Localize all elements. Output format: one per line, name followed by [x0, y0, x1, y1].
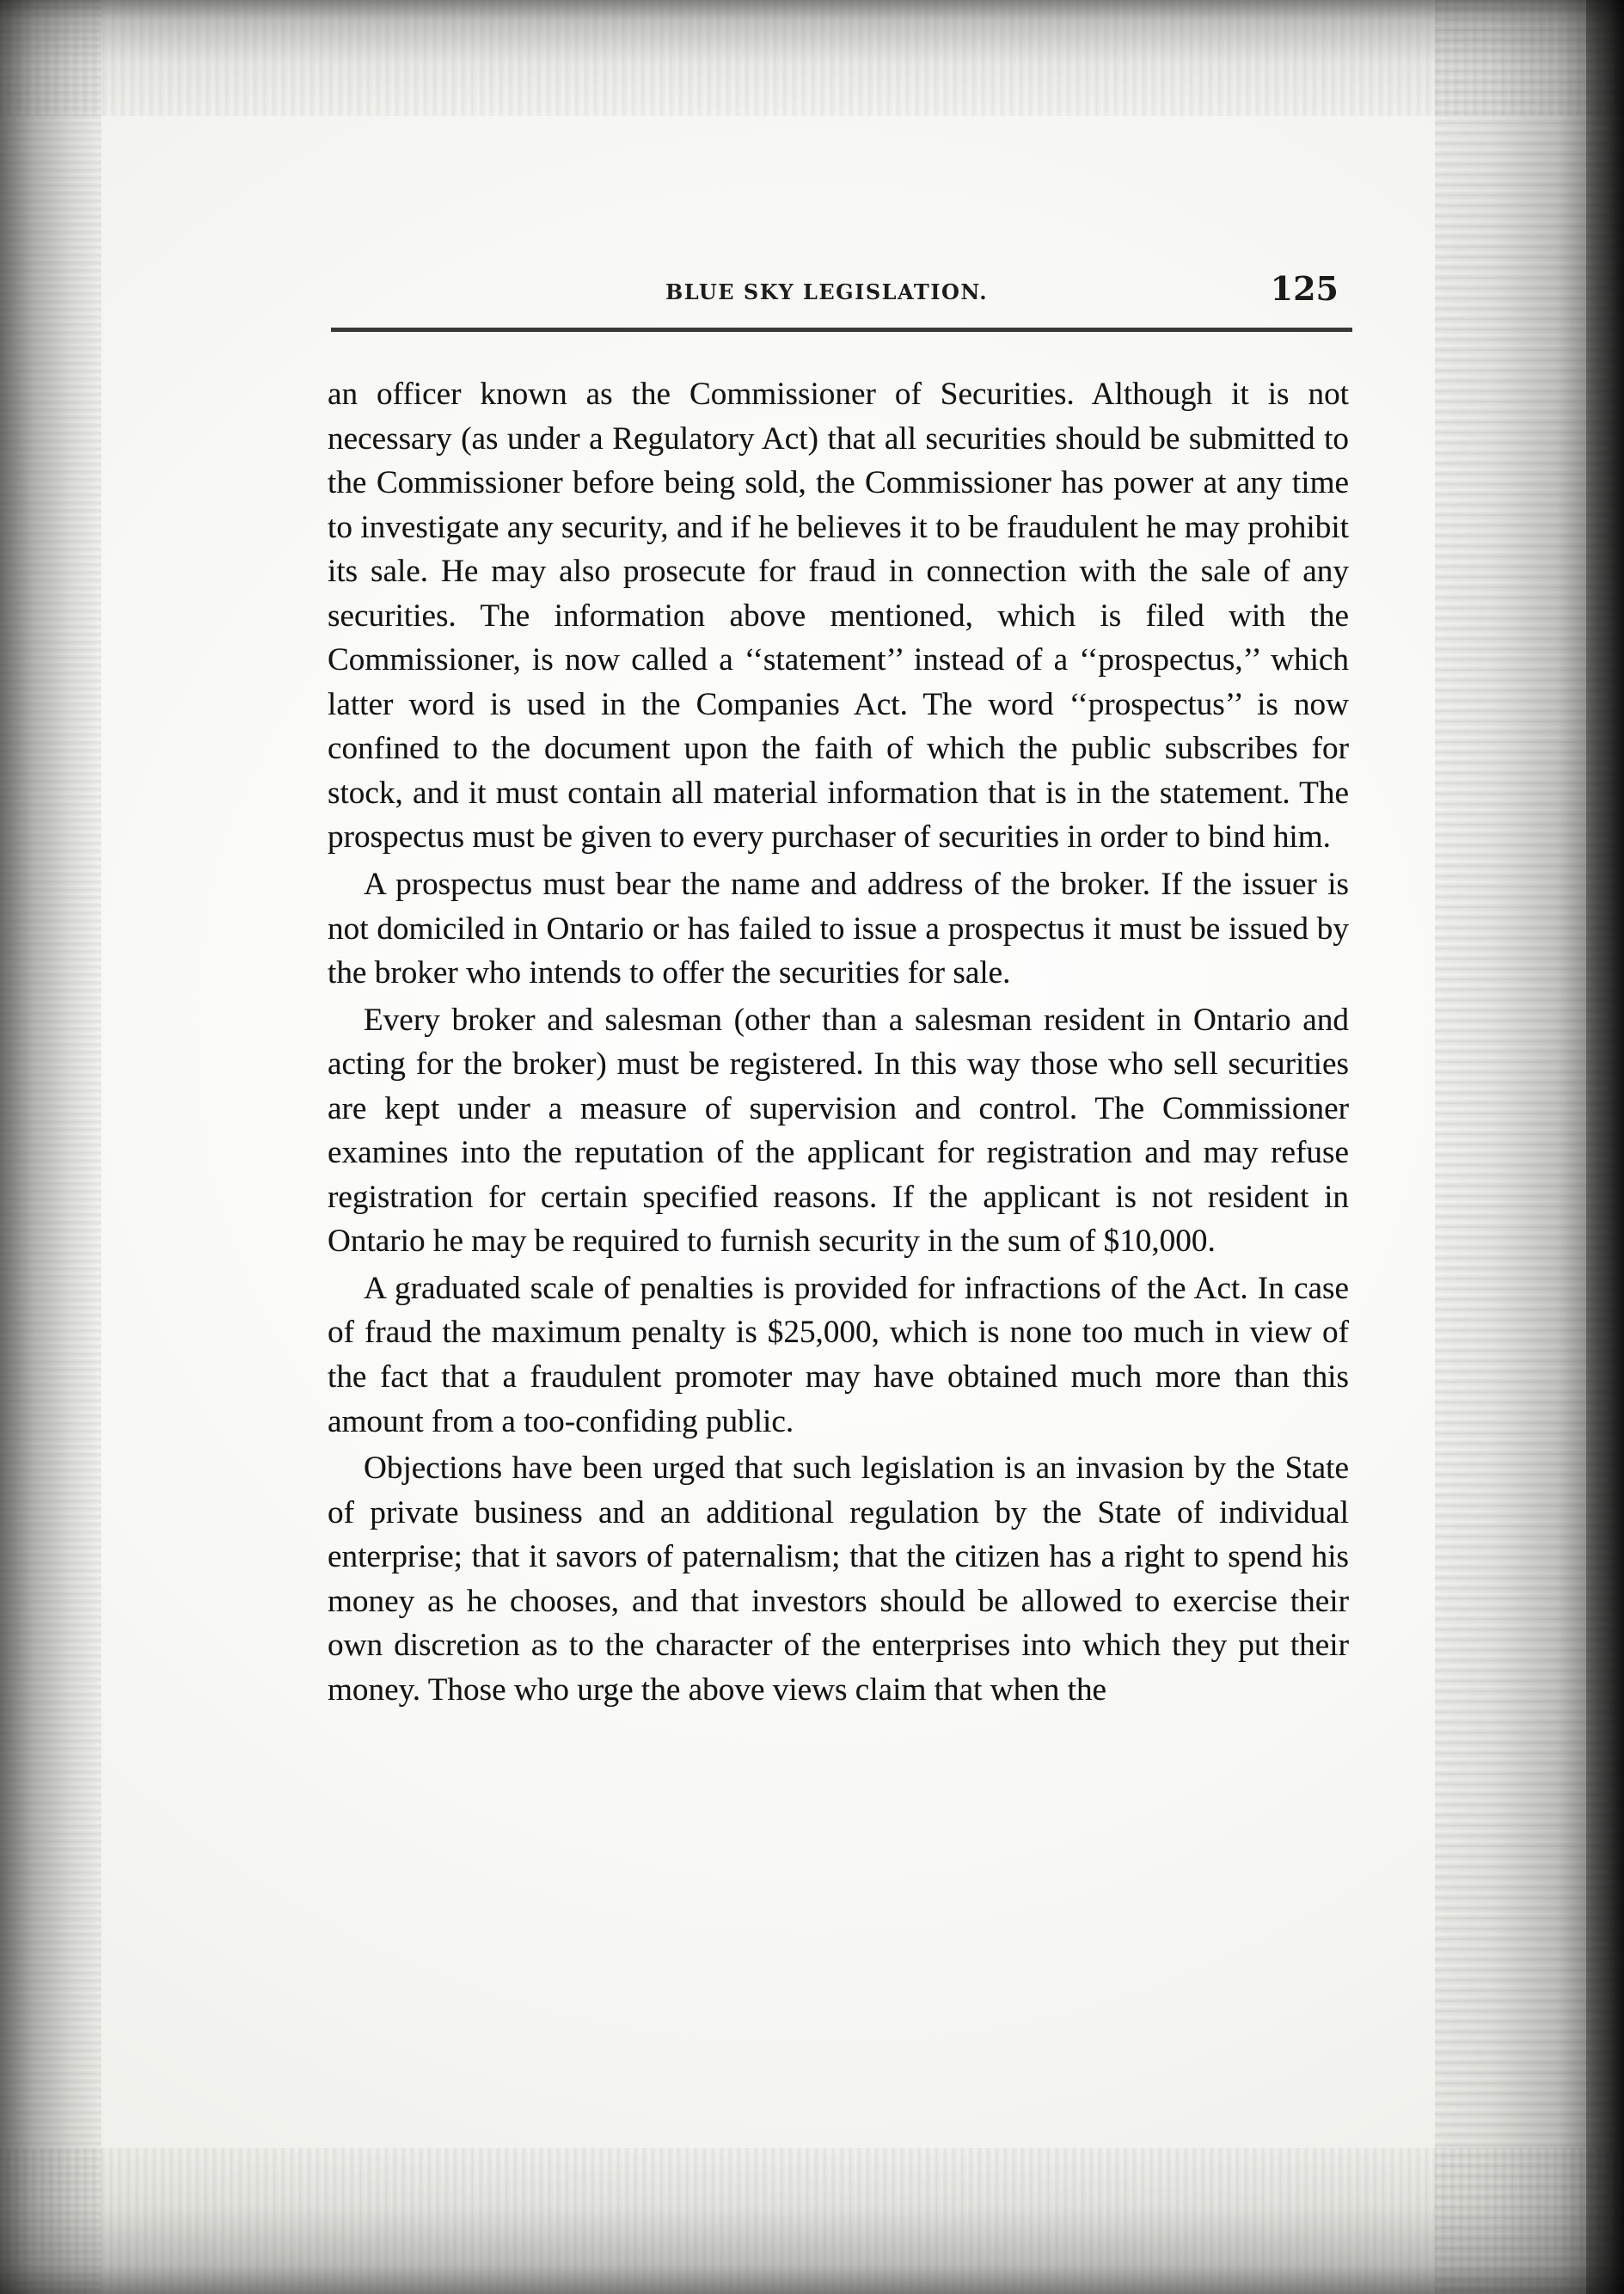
top-scan-shadow	[0, 0, 1624, 116]
paragraph-2: A prospectus must bear the name and address of the broker. If the issuer is not domiciled in Ontario or has failed to issue a prospectus it must be issued by the broker who intends to offer the securities for sale.	[328, 867, 1349, 991]
page-body-text	[328, 372, 1349, 1714]
page-number: 125	[1270, 269, 1339, 308]
left-scan-shadow	[0, 0, 101, 2294]
header-rule	[331, 328, 1352, 332]
running-header	[327, 264, 1354, 316]
bottom-scan-shadow	[0, 2148, 1624, 2294]
paragraph-1: an officer known as the Commissioner of Securities. Although it is not necessary (as under a Regulatory Act) that all securities should be submitted to the Commissioner before being sold, the Commissioner has power at any time to investigate any security, and if he believes it to be fraudulent he may prohibit its sale. He may also prosecute for fraud in connection with the sale of any securities. The information above mentioned, which is filed with the Commissioner, is now called a ‘‘statement’’ instead of a ‘‘prospectus,’’ which latter word is used in the Companies Act. The word ‘‘prospectus’’ is now confined to the document upon the faith of which the public subscribes for stock, and it must contain all material information that is in the statement. The prospectus must be given to every purchaser of securities in order to bind him.	[328, 377, 1349, 856]
paragraph-5: Objections have been urged that such legislation is an invasion by the State of private business and an additional regulation by the State of individual enterprise; that it savors of paternalism; that the citizen has a right to spend his money as he chooses, and that investors should be allowed to exercise their own discretion as to the character of the enterprises into which they put their money. Those who urge the above views claim that when the	[328, 1451, 1349, 1708]
right-binding-shadow	[1586, 0, 1624, 2294]
paragraph-3: Every broker and salesman (other than a salesman resident in Ontario and acting for the broker) must be registered. In this way those who sell securities are kept under a measure of supervision and control. The Commissioner examines into the reputation of the applicant for registration and may refuse registration for certain specified reasons. If the applicant is not resident in Ontario he may be required to furnish security in the sum of $10,000.	[328, 1002, 1349, 1260]
paragraph-4: A graduated scale of penalties is provided for infractions of the Act. In case of fraud the maximum penalty is $25,000, which is none too much in view of the fact that a fraudulent promoter may have obtained much more than this amount from a too-confiding public.	[328, 1270, 1349, 1439]
running-head-title: BLUE SKY LEGISLATION.	[665, 279, 989, 304]
